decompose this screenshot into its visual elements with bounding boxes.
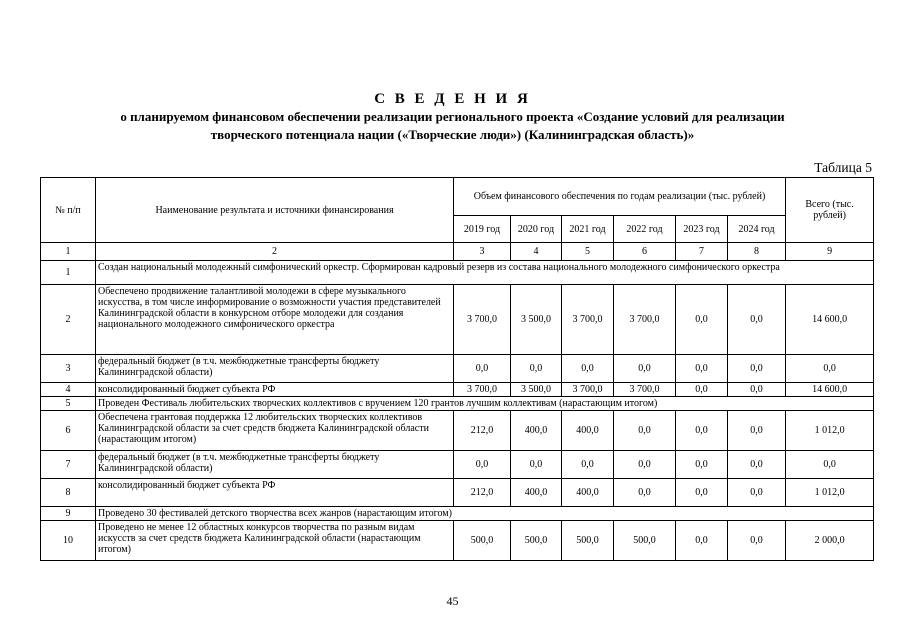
value-cell: 212,0 [454,411,511,451]
value-cell: 0,0 [676,479,728,507]
header-year: 2022 год [614,216,676,243]
value-cell: 400,0 [562,411,614,451]
result-name: Проведено не менее 12 областных конкурсов творчества по разным видам искусств за счет средств бюджета Калининградской области (нарастающим итогом) [96,521,454,561]
column-number: 7 [676,243,728,261]
header-num: № п/п [41,178,96,243]
row-number: 10 [41,521,96,561]
value-cell: 212,0 [454,479,511,507]
result-name: Создан национальный молодежный симфонический оркестр. Сформирован кадровый резерв из состава национального молодежного симфонического оркестра [96,261,874,285]
column-number: 4 [511,243,562,261]
document-subtitle-line-1: о планируемом финансовом обеспечении реализации регионального проекта «Создание условий для реализации [120,109,785,124]
table-row [41,397,874,411]
total-cell: 14 600,0 [786,383,874,397]
value-cell: 0,0 [728,285,786,355]
result-name: Обеспечено продвижение талантливой молодежи в сфере музыкального искусства, в том числе информирование о возможности участия представителей Калининградской области в конкурсном отборе молодежи для создания национального молодежного симфонического оркестра [96,285,454,355]
value-cell: 0,0 [728,521,786,561]
result-name: федеральный бюджет (в т.ч. межбюджетные трансферты бюджету Калининградской области) [96,451,454,479]
result-name: консолидированный бюджет субъекта РФ [96,479,454,507]
column-number: 5 [562,243,614,261]
total-cell: 0,0 [786,451,874,479]
table-row [41,383,874,397]
column-number-row [41,243,874,261]
value-cell: 0,0 [614,451,676,479]
column-number: 6 [614,243,676,261]
row-number: 2 [41,285,96,355]
column-number: 8 [728,243,786,261]
table-row [41,507,874,521]
header-year: 2021 год [562,216,614,243]
value-cell: 400,0 [511,411,562,451]
value-cell: 3 500,0 [511,383,562,397]
table-row [41,521,874,561]
value-cell: 0,0 [728,411,786,451]
value-cell: 3 500,0 [511,285,562,355]
value-cell: 0,0 [676,355,728,383]
row-number: 6 [41,411,96,451]
result-name: Проведено 30 фестивалей детского творчества всех жанров (нарастающим итогом) [96,507,874,521]
row-number: 1 [41,261,96,285]
result-name: федеральный бюджет (в т.ч. межбюджетные трансферты бюджету Калининградской области) [96,355,454,383]
row-number: 3 [41,355,96,383]
value-cell: 3 700,0 [454,285,511,355]
value-cell: 0,0 [676,411,728,451]
value-cell: 3 700,0 [614,285,676,355]
value-cell: 0,0 [728,383,786,397]
header-year: 2019 год [454,216,511,243]
header-total: Всего (тыс. рублей) [786,178,874,243]
table-label: Таблица 5 [814,160,872,175]
total-cell: 0,0 [786,355,874,383]
result-name: Обеспечена грантовая поддержка 12 любительских творческих коллективов Калининградской области за счет средств бюджета Калининградской области (нарастающим итогом) [96,411,454,451]
value-cell: 0,0 [614,411,676,451]
page-number: 45 [446,594,459,608]
header-funding: Объем финансового обеспечения по годам реализации (тыс. рублей) [454,178,786,216]
value-cell: 0,0 [511,355,562,383]
value-cell: 0,0 [614,479,676,507]
column-number: 2 [96,243,454,261]
header-year: 2020 год [511,216,562,243]
document-subtitle-line-2: творческого потенциала нации («Творческие люди») (Калининградская область)» [210,127,695,142]
total-cell: 1 012,0 [786,479,874,507]
row-number: 8 [41,479,96,507]
total-cell: 1 012,0 [786,411,874,451]
value-cell: 400,0 [511,479,562,507]
value-cell: 0,0 [511,451,562,479]
column-number: 9 [786,243,874,261]
value-cell: 0,0 [676,383,728,397]
value-cell: 0,0 [676,521,728,561]
header-year: 2024 год [728,216,786,243]
header-name: Наименование результата и источники финансирования [96,178,454,243]
value-cell: 0,0 [676,451,728,479]
value-cell: 3 700,0 [562,285,614,355]
value-cell: 3 700,0 [614,383,676,397]
row-number: 9 [41,507,96,521]
table-row [41,451,874,479]
value-cell: 3 700,0 [562,383,614,397]
value-cell: 0,0 [562,451,614,479]
value-cell: 0,0 [728,451,786,479]
funding-table [40,177,874,561]
result-name: Проведен Фестиваль любительских творческих коллективов с вручением 120 грантов лучшим коллективам (нарастающим итогом) [96,397,874,411]
value-cell: 0,0 [728,355,786,383]
result-name: консолидированный бюджет субъекта РФ [96,383,454,397]
table-row [41,355,874,383]
column-number: 1 [41,243,96,261]
value-cell: 500,0 [614,521,676,561]
value-cell: 500,0 [562,521,614,561]
value-cell: 0,0 [454,451,511,479]
row-number: 4 [41,383,96,397]
table-row [41,261,874,285]
value-cell: 500,0 [511,521,562,561]
value-cell: 0,0 [728,479,786,507]
document-title: С В Е Д Е Н И Я [374,91,531,107]
row-number: 7 [41,451,96,479]
column-number: 3 [454,243,511,261]
table-row [41,479,874,507]
value-cell: 0,0 [454,355,511,383]
value-cell: 3 700,0 [454,383,511,397]
value-cell: 400,0 [562,479,614,507]
total-cell: 14 600,0 [786,285,874,355]
value-cell: 0,0 [562,355,614,383]
row-number: 5 [41,397,96,411]
header-year: 2023 год [676,216,728,243]
value-cell: 500,0 [454,521,511,561]
table-row [41,411,874,451]
total-cell: 2 000,0 [786,521,874,561]
value-cell: 0,0 [676,285,728,355]
value-cell: 0,0 [614,355,676,383]
table-row [41,285,874,355]
